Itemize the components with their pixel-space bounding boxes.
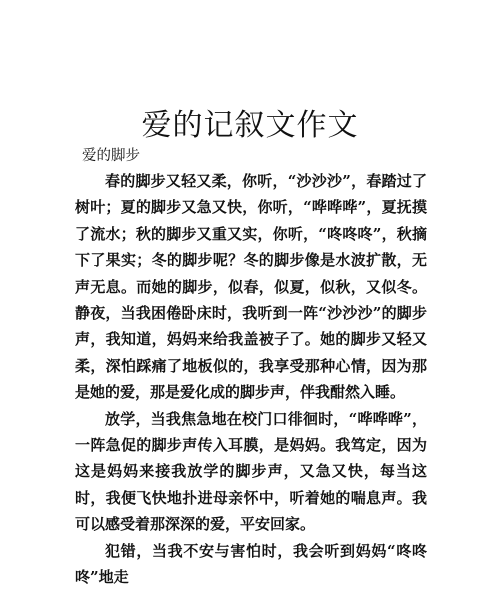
document-title: 爱的记叙文作文 — [141, 108, 359, 144]
section-heading: 爱的脚步 — [82, 148, 140, 164]
paragraph-1: 春的脚步又轻又柔，你听，“沙沙沙”，春踏过了树叶；夏的脚步又急又快，你听，“哗哗哗”，夏抚摸了流水；秋的脚步又重又实，你听，“咚咚咚”，秋摘下了果实；冬的脚步呢？冬的脚步像是水波扩散，无声无息。而她的脚步，似春，似夏，似秋，又似冬。静夜，当我困倦卧床时，我听到一阵“沙沙沙”的脚步声，我知道，妈妈来给我盖被子了。她的脚步又轻又柔，深怕踩痛了地板似的，我享受那种心情，因为那是她的爱，那是爱化成的脚步声，伴我酣然入睡。 — [75, 172, 427, 402]
paragraph-3: 犯错，当我不安与害怕时，我会听到妈妈“咚咚咚”地走 — [75, 541, 427, 587]
article-body — [75, 168, 427, 591]
paragraph-2: 放学，当我焦急地在校门口徘徊时，“哗哗哗”，一阵急促的脚步声传入耳膜，是妈妈。我笃定，因为这是妈妈来接我放学的脚步声，又急又快，每当这时，我便飞快地扑进母亲怀中，听着她的喘息声。我可以感受着那深深的爱，平安回家。 — [75, 409, 427, 534]
